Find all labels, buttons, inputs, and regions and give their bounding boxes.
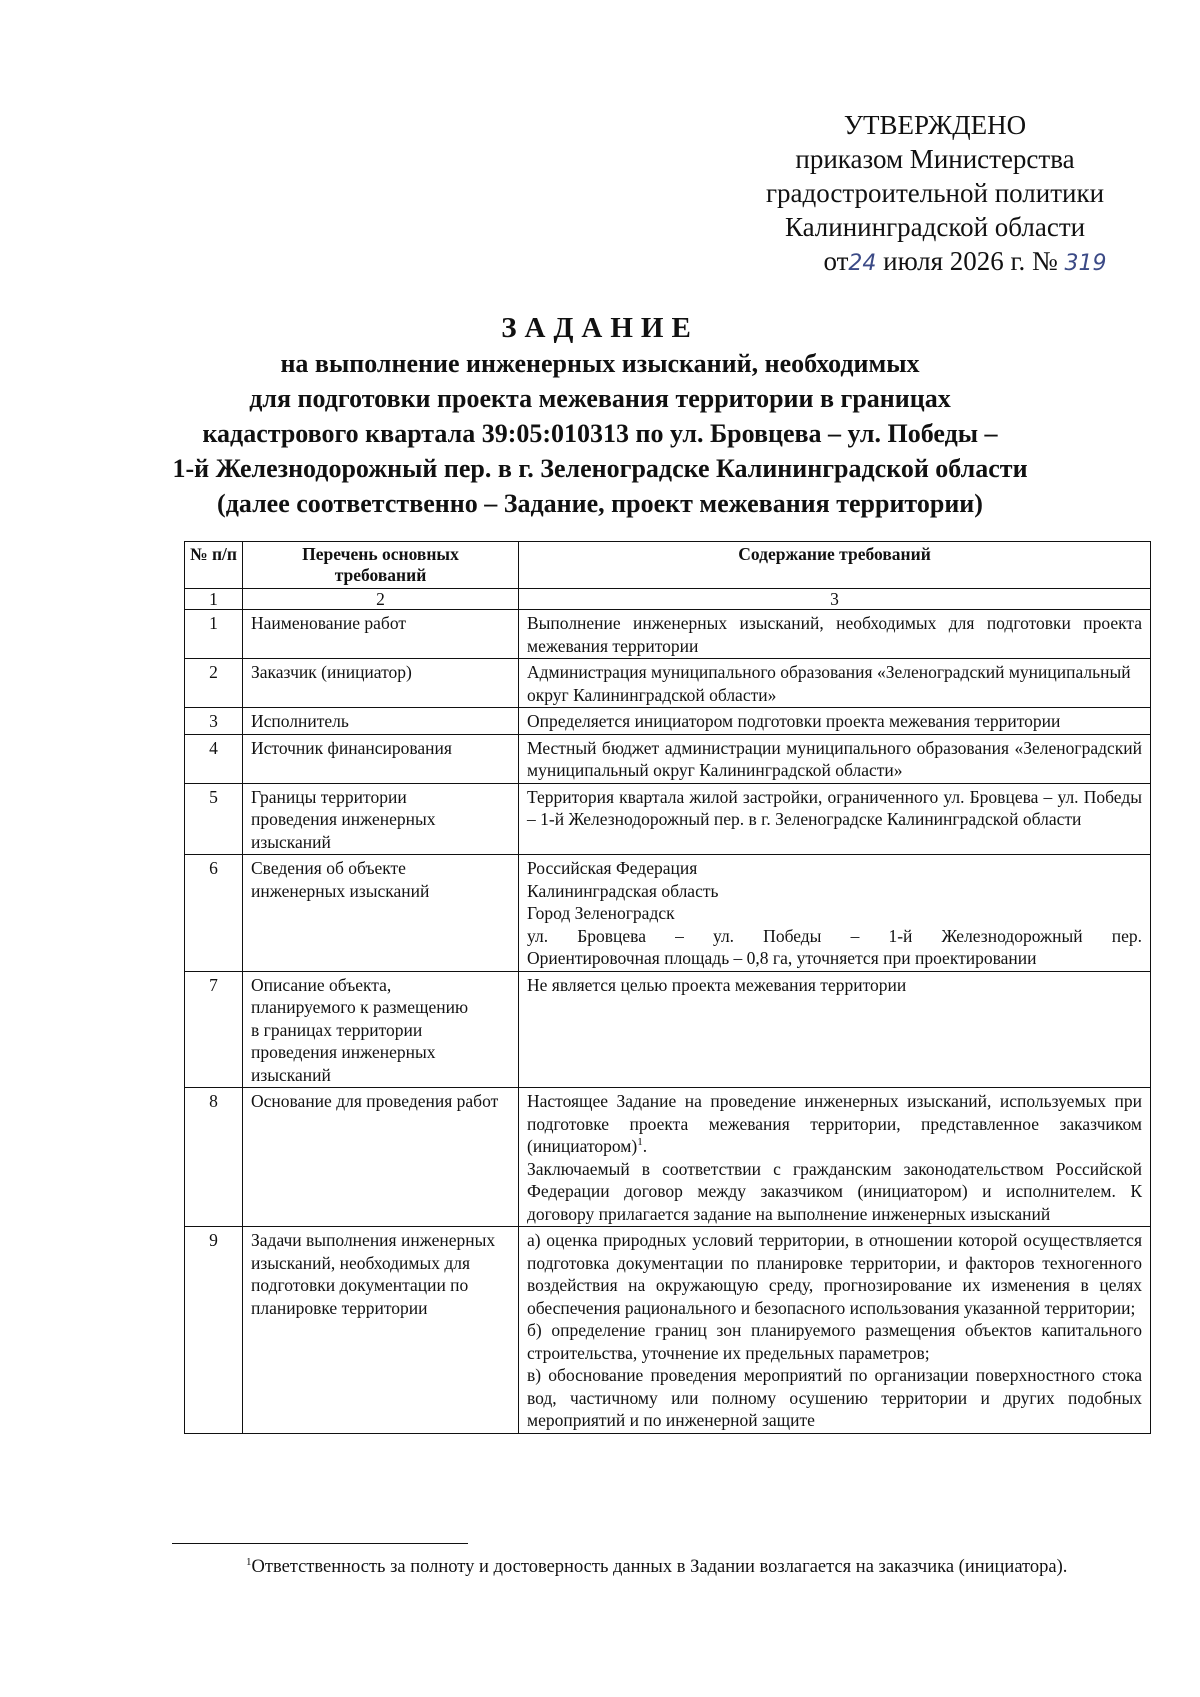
row-content	[519, 734, 1151, 783]
content-line: Город Зеленоградск	[527, 903, 675, 923]
row-requirement: Исполнитель	[243, 708, 519, 735]
content-paragraph: Территория квартала жилой застройки, ограниченного ул. Бровцева – ул. Победы – 1-й Железнодорожный пер. в г. Зеленоградске Калининградской области	[527, 786, 1142, 829]
footnote-mark: 1	[246, 1555, 252, 1568]
content-paragraph: Настоящее Задание на проведение инженерных изысканий, используемых при подготовке проекта межевания территории, представленное заказчиком (инициатором)$^1$.	[527, 1091, 1142, 1156]
content-paragraph: б) определение границ зон планируемого размещения объектов капитального строительства, уточнение их предельных параметров;	[527, 1320, 1142, 1363]
approval-title: УТВЕРЖДЕНО	[843, 110, 1027, 140]
footnote-text: Ответственность за полноту и достоверность данных в Задании возлагается на заказчика (инициатора).	[251, 1557, 1068, 1577]
row-content	[519, 1227, 1151, 1434]
approval-date-rest: июля 2026 г. №	[883, 246, 1058, 276]
row-content	[519, 610, 1151, 659]
row-requirement: Границы территории проведения инженерных изысканий	[243, 783, 519, 855]
content-paragraph: Не является целью проекта межевания территории	[527, 974, 907, 995]
title-line-3: кадастрового квартала 39:05:010313 по ул. Бровцева – ул. Победы –	[202, 419, 998, 448]
row-number: 4	[185, 734, 243, 783]
approval-stamp	[740, 108, 1130, 281]
col-number: 3	[519, 589, 1151, 610]
content-paragraph: Выполнение инженерных изысканий, необходимых для подготовки проекта межевания территории	[527, 613, 1142, 656]
content-paragraph: Определяется инициатором подготовки проекта межевания территории	[527, 711, 1061, 731]
footnote	[246, 1557, 1067, 1578]
row-requirement: Задачи выполнения инженерных изысканий, необходимых для подготовки документации по планировке территории	[243, 1227, 519, 1434]
content-line: Российская Федерация	[527, 858, 698, 878]
title-main: ЗАДАНИЕ	[501, 312, 699, 344]
table-row	[185, 1088, 1151, 1227]
column-number-row	[185, 589, 1151, 610]
col-number: 2	[243, 589, 519, 610]
content-paragraph: в) обоснование проведения мероприятий по организации поверхностного стока вод, частичному или полному осушению территории и других подобных мероприятий и по инженерной защите	[527, 1365, 1142, 1430]
row-requirement: Сведения об объекте инженерных изысканий	[243, 855, 519, 972]
row-requirement: Источник финансирования	[243, 734, 519, 783]
approval-date-prefix: от	[823, 246, 849, 276]
approval-line-4: Калининградской области	[784, 212, 1086, 242]
document-title	[150, 310, 1050, 521]
footnote-ref: 1	[637, 1136, 643, 1149]
row-number: 3	[185, 708, 243, 735]
table-header-row	[185, 542, 1151, 589]
row-content	[519, 783, 1151, 855]
row-number: 9	[185, 1227, 243, 1434]
row-content	[519, 855, 1151, 972]
content-line: Ориентировочная площадь – 0,8 га, уточняется при проектировании	[527, 948, 1037, 968]
header-content: Содержание требований	[519, 542, 1151, 589]
row-content	[519, 971, 1151, 1088]
table-row	[185, 610, 1151, 659]
col-number: 1	[185, 589, 243, 610]
approval-date-line	[740, 244, 1130, 281]
row-requirement: Основание для проведения работ	[243, 1088, 519, 1227]
table-row	[185, 659, 1151, 708]
row-number: 8	[185, 1088, 243, 1227]
row-requirement: Заказчик (инициатор)	[243, 659, 519, 708]
row-requirement: Наименование работ	[243, 610, 519, 659]
content-paragraph: Заключаемый в соответствии с гражданским законодательством Российской Федерации договор между заказчиком (инициатором) и исполнителем. К договору прилагается задание на выполнение инженерных изысканий	[527, 1158, 1142, 1224]
approval-line-2: приказом Министерства	[795, 144, 1075, 174]
row-requirement: Описание объекта, планируемого к размещению в границах территории проведения инженерных изысканий	[243, 971, 519, 1088]
row-content	[519, 1088, 1151, 1227]
row-number: 1	[185, 610, 243, 659]
footnote-separator	[172, 1543, 468, 1544]
content-paragraph: а) оценка природных условий территории, в отношении которой осуществляется подготовка документации по планировке территории, и факторов техногенного воздействия на окружающую среду, прогнозирование их изменения в целях обеспечения рационального и безопасного использования указанной территории;	[527, 1230, 1142, 1318]
table-row	[185, 855, 1151, 972]
table-row	[185, 734, 1151, 783]
approval-order-number: 319	[1064, 251, 1107, 276]
header-name: Перечень основных требований	[243, 542, 519, 589]
row-number: 2	[185, 659, 243, 708]
table-row	[185, 783, 1151, 855]
content-paragraph: Администрация муниципального образования «Зеленоградский муниципальный округ Калининградской области»	[527, 662, 1131, 705]
title-line-1: на выполнение инженерных изысканий, необходимых	[280, 349, 920, 378]
title-line-5: (далее соответственно – Задание, проект межевания территории)	[217, 489, 983, 518]
table-row	[185, 708, 1151, 735]
content-line: Калининградская область	[527, 880, 719, 901]
table-row	[185, 1227, 1151, 1434]
content-paragraph: Местный бюджет администрации муниципального образования «Зеленоградский муниципальный округ Калининградской области»	[527, 737, 1142, 780]
title-line-2: для подготовки проекта межевания территории в границах	[249, 384, 951, 413]
title-line-4: 1-й Железнодорожный пер. в г. Зеленоградске Калининградской области	[172, 454, 1028, 483]
table-row	[185, 971, 1151, 1088]
content-line: ул. Бровцева – ул. Победы – 1-й Железнодорожный пер.	[527, 925, 1142, 946]
approval-line-3: градостроительной политики	[765, 178, 1105, 208]
row-number: 7	[185, 971, 243, 1088]
approval-date-day: 24	[848, 251, 877, 276]
row-content	[519, 708, 1151, 735]
content-text: Настоящее Задание на проведение инженерных изысканий, используемых при подготовке проекта межевания территории, представленное заказчиком (инициатором)	[527, 1091, 1142, 1156]
row-content	[519, 659, 1151, 708]
header-num: № п/п	[185, 542, 243, 589]
row-number: 6	[185, 855, 243, 972]
requirements-table	[184, 541, 1151, 1434]
row-number: 5	[185, 783, 243, 855]
